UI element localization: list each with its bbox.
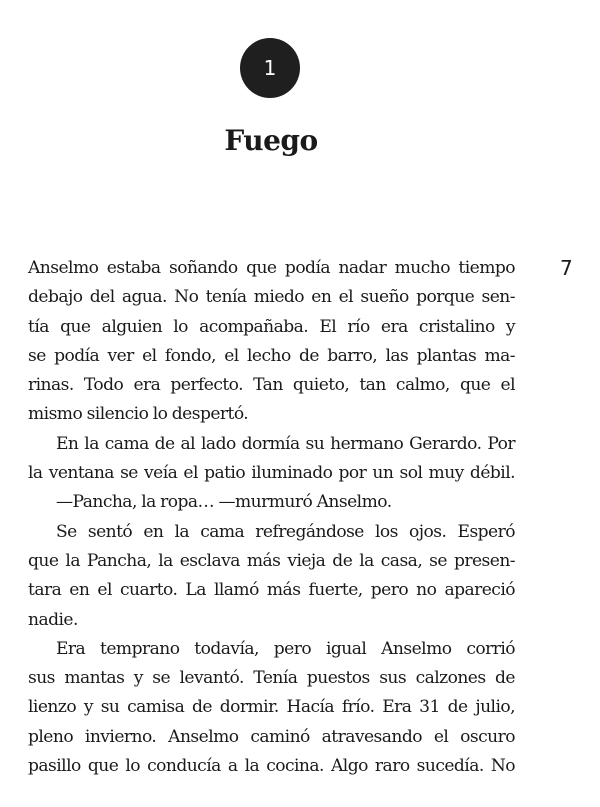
paragraph-line: rinas. Todo era perfecto. Tan quieto, tan calmo, que el xyxy=(28,375,515,396)
paragraph-line: pleno invierno. Anselmo caminó atravesando el oscuro xyxy=(28,726,515,747)
paragraph-line: lienzo y su camisa de dormir. Hacía frío. Era 31 de julio, xyxy=(28,697,515,718)
paragraph-line: que la Pancha, la esclava más vieja de la casa, se presen- xyxy=(28,550,515,571)
paragraph-line: tara en el cuarto. La llamó más fuerte, pero no apareció xyxy=(28,580,515,601)
paragraph-line: se podía ver el fondo, el lecho de barro, las plantas ma- xyxy=(28,345,515,366)
paragraph-line: la ventana se veía el patio iluminado por un sol muy débil. xyxy=(28,463,515,484)
paragraph-line: sus mantas y se levantó. Tenía puestos sus calzones de xyxy=(28,668,515,689)
page-number: 7 xyxy=(560,256,573,280)
paragraph-line: Anselmo estaba soñando que podía nadar mucho tiempo xyxy=(28,258,515,278)
paragraph-line: tía que alguien lo acompañaba. El río era cristalino y xyxy=(28,316,515,337)
chapter-number-badge xyxy=(240,38,300,98)
body-text xyxy=(28,254,515,781)
paragraph-line: debajo del agua. No tenía miedo en el sueño porque sen- xyxy=(28,287,515,308)
paragraph-line: Se sentó en la cama refregándose los ojos. Esperó xyxy=(56,521,515,542)
paragraph-line: —Pancha, la ropa… —murmuró Anselmo. xyxy=(56,492,392,513)
chapter-number: 1 xyxy=(263,56,277,80)
paragraph-line: mismo silencio lo despertó. xyxy=(28,404,249,425)
chapter-title: Fuego xyxy=(224,124,318,157)
paragraph-line: Era temprano todavía, pero igual Anselmo corrió xyxy=(56,638,515,659)
paragraph-line: nadie. xyxy=(28,609,78,630)
paragraph-line: pasillo que lo conducía a la cocina. Algo raro sucedía. No xyxy=(28,756,515,777)
paragraph-line: En la cama de al lado dormía su hermano Gerardo. Por xyxy=(56,433,515,454)
